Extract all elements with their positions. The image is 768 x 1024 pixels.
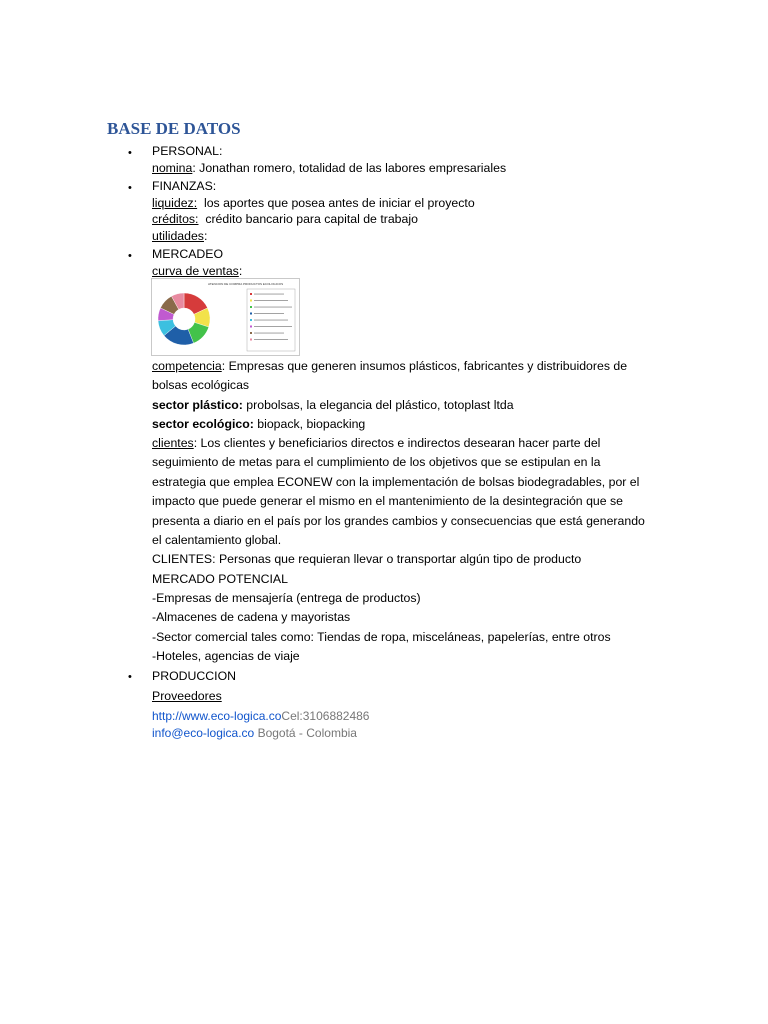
proveedores-line [152,687,222,707]
sector-plastico-line [152,396,514,416]
legend-entry [254,300,288,301]
creditos-line [152,211,418,228]
competencia-line-2: bolsas ecológicas [152,378,250,392]
sector-ecologico-text: biopack, biopacking [253,417,366,431]
competencia-text: : Empresas que generen insumos plásticos, fabricantes y distribuidores de [221,359,628,373]
legend-swatch [250,293,252,295]
legend-entry [254,333,284,334]
legend-entry [254,294,284,295]
legend-swatch [250,306,252,308]
clientes-line-4: impacto que puede generar el mismo en el mantenimiento de la desintegración que se [152,494,623,508]
produccion-label: PRODUCCION [152,669,237,683]
sector-ecologico-line [152,415,365,435]
mercado-potencial-item: -Almacenes de cadena y mayoristas [152,610,351,624]
utilidades-label: utilidades [152,229,204,243]
competencia-line-1 [152,357,627,377]
mercado-potencial-item: -Empresas de mensajería (entrega de productos) [152,591,421,605]
mercadeo-label: MERCADEO [152,247,224,261]
legend-swatch [250,326,252,328]
clientes-line-5: presenta a diario en el país por los grandes cambios y consecuencias que está generando [152,514,645,528]
bullet-icon: • [128,147,132,159]
nomina-line [152,160,506,177]
page-title: BASE DE DATOS [107,119,241,138]
creditos-text: crédito bancario para capital de trabajo [198,212,418,226]
utilidades-line [152,228,207,245]
legend-entry [254,313,284,314]
finanzas-label: FINANZAS: [152,179,217,193]
chart-title: ATENCION DE COMPRA PRODUCTOS ECOLOGICOS [208,282,284,286]
contact-line-2 [152,725,357,742]
mercado-potencial-item: -Sector comercial tales como: Tiendas de ropa, misceláneas, papelerías, entre otros [152,630,611,644]
clientes-line-1 [152,434,600,454]
contact-line-1 [152,708,369,725]
clientes-line-6: el calentamiento global. [152,533,282,547]
email-link[interactable]: info@eco-logica.co [152,726,255,740]
legend-entry [254,307,292,308]
clientes-2-line: CLIENTES: Personas que requieran llevar o transportar algún tipo de producto [152,552,582,566]
bullet-icon: • [128,182,132,194]
clientes-text: : Los clientes y beneficiarios directos e indirectos desearan hacer parte del [193,436,601,450]
legend-swatch [250,319,252,321]
sector-ecologico-label: sector ecológico: [152,417,254,431]
personal-label: PERSONAL: [152,144,223,158]
legend-swatch [250,300,252,302]
utilidades-text: : [203,229,208,243]
curva-text: : [238,264,243,278]
clientes-line-3: estrategia que emplea ECONEW con la implementación de bolsas biodegradables, por el [152,475,640,489]
sales-curve-chart [151,278,300,356]
legend-swatch [250,332,252,334]
proveedores-label: Proveedores [152,689,222,703]
legend-entry [254,326,292,327]
curva-label: curva de ventas [152,264,239,278]
nomina-label: nomina [152,161,193,175]
clientes-label: clientes [152,436,194,450]
creditos-label: créditos: [152,212,199,226]
clientes-line-2: seguimiento de metas para el cumplimiento de los objetivos que se estipulan en la [152,455,601,469]
legend-entry [254,320,288,321]
city-text: Bogotá - Colombia [254,726,357,740]
legend-swatch [250,313,252,315]
pie-group [158,293,210,345]
sector-plastico-text: probolsas, la elegancia del plástico, totoplast ltda [242,398,514,412]
liquidez-text: los aportes que posea antes de iniciar el proyecto [197,196,475,210]
nomina-text: : Jonathan romero, totalidad de las labores empresariales [192,161,507,175]
mercado-potencial-item: -Hoteles, agencias de viaje [152,649,300,663]
legend-swatch [250,339,252,341]
legend-entry [254,339,288,340]
liquidez-line [152,195,475,212]
chart-svg [152,279,299,355]
bullet-icon: • [128,671,132,683]
mercado-potencial-heading: MERCADO POTENCIAL [152,572,288,586]
website-link[interactable]: http://www.eco-logica.co [152,709,282,723]
competencia-label: competencia [152,359,222,373]
sector-plastico-label: sector plástico: [152,398,243,412]
phone-text: Cel:3106882486 [281,709,370,723]
bullet-icon: • [128,250,132,262]
liquidez-label: liquidez: [152,196,198,210]
